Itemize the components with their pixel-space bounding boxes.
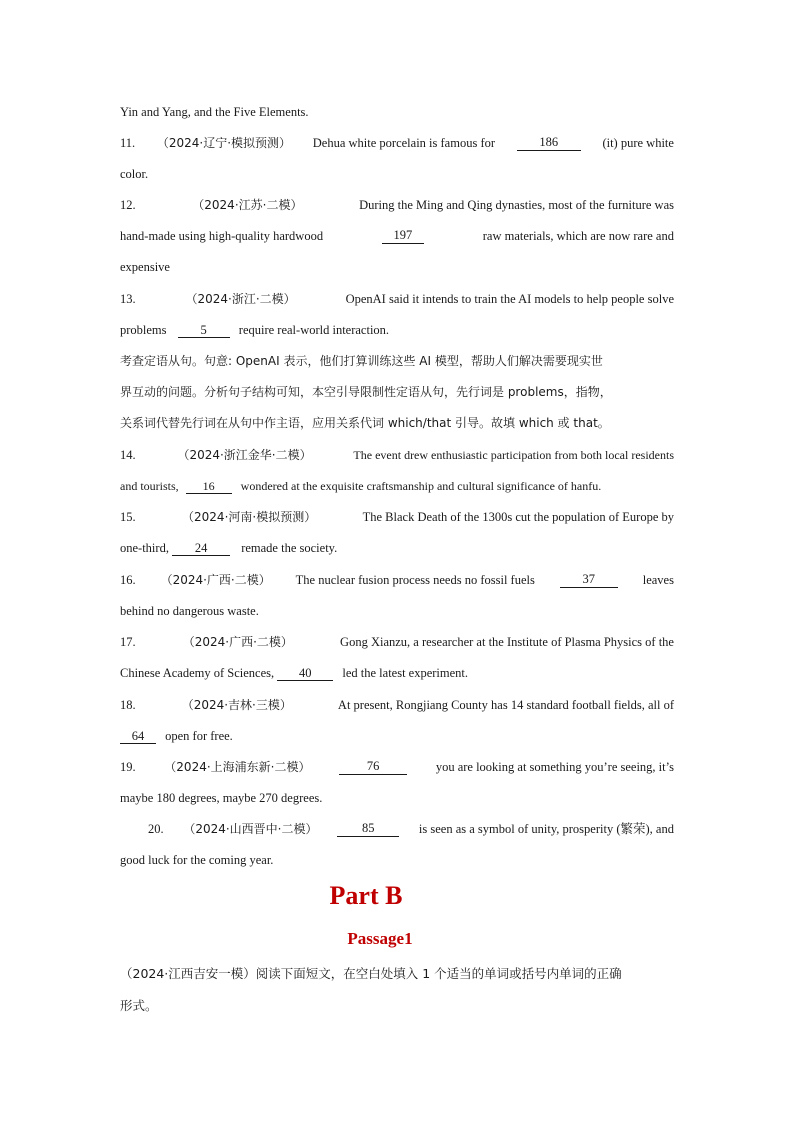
question-20-cont: good luck for the coming year. [120,853,274,867]
question-number: 13. [120,292,136,306]
question-text: At present, Rongjiang County has 14 standard football fields, all of [337,698,674,712]
question-text: one-third, [120,541,169,555]
question-14 [120,447,674,463]
answer-blank[interactable]: 24 [172,541,230,556]
question-source: （2024·山西晋中·二模） [183,822,318,836]
question-13 [120,291,674,307]
question-text: you are looking at something you’re seeing, it’s [435,760,674,774]
question-16-cont: behind no dangerous waste. [120,604,259,618]
question-source: （2024·广西·二模） [182,635,293,649]
question-number: 16. [120,573,136,587]
question-source: （2024·江苏·二模） [192,198,303,212]
question-11 [120,135,674,151]
question-number: 14. [120,448,136,462]
question-source: （2024·浙江金华·二模） [177,448,312,462]
analysis-line-1: 考查定语从句。句意: OpenAI 表示，他们打算训练这些 AI 模型，帮助人们解决需要现实世 [120,354,603,368]
question-14-line2 [120,478,674,494]
question-source: （2024·浙江·二模） [185,292,296,306]
intro-tail: Yin and Yang, and the Five Elements. [120,105,309,119]
answer-blank[interactable]: 85 [337,821,399,837]
question-text: Chinese Academy of Sciences, [120,666,275,680]
question-text: (it) pure white [602,136,674,150]
question-text: The Black Death of the 1300s cut the population of Europe by [362,510,674,524]
question-text: The event drew enthusiastic participation from both local residents [353,448,674,462]
question-12-line2 [120,228,674,244]
question-number: 15. [120,510,136,524]
question-source: （2024·上海浦东新·二模） [164,760,311,774]
analysis-line-2: 界互动的问题。分析句子结构可知，本空引导限制性定语从句，先行词是 problems，指物， [120,385,612,399]
question-text: remade the society. [241,541,338,555]
question-text: wondered at the exquisite craftsmanship and cultural significance of hanfu. [240,479,602,493]
answer-blank[interactable]: 186 [517,135,581,151]
passage-heading: Passage1 [347,929,413,948]
question-16 [120,572,674,588]
answer-blank[interactable]: 16 [186,479,232,494]
question-source: （2024·吉林·三模） [181,698,292,712]
question-source: （2024·辽宁·模拟预测） [156,136,292,150]
question-number: 11. [120,136,136,150]
question-number: 19. [120,760,136,774]
question-number: 18. [120,698,136,712]
question-number: 20. [148,822,164,836]
question-text: is seen as a symbol of unity, prosperity (繁荣), and [418,822,674,836]
question-text: During the Ming and Qing dynasties, most of the furniture was [359,198,674,212]
question-18-line2 [120,728,674,744]
question-12-cont: expensive [120,260,170,274]
instruction-line-1: （2024·江西吉安一模）阅读下面短文，在空白处填入 1 个适当的单词或括号内单词的正确 [120,966,622,981]
instruction-line-2: 形式。 [120,998,158,1013]
question-text: The nuclear fusion process needs no fossil fuels [295,573,535,587]
question-15-line2 [120,540,674,556]
question-text: require real-world interaction. [238,323,390,337]
question-18 [120,697,674,713]
question-text: Dehua white porcelain is famous for [312,136,496,150]
question-11-cont: color. [120,167,149,181]
question-15 [120,509,674,525]
question-12 [120,197,674,213]
question-source: （2024·广西·二模） [160,573,271,587]
question-number: 12. [120,198,136,212]
question-17-line2 [120,665,674,681]
question-text: hand-made using high-quality hardwood [120,229,324,243]
answer-blank[interactable]: 76 [339,759,407,775]
question-text: open for free. [165,729,233,743]
question-19 [120,759,674,775]
question-text: led the latest experiment. [342,666,469,680]
part-b-heading: Part B [329,881,403,910]
question-number: 17. [120,635,136,649]
question-text: raw materials, which are now rare and [482,229,674,243]
question-17 [120,634,674,650]
answer-blank[interactable]: 40 [277,666,333,681]
question-text: and tourists, [120,479,179,493]
question-text: leaves [642,573,674,587]
question-text: Gong Xianzu, a researcher at the Institute of Plasma Physics of the [340,635,674,649]
question-text: OpenAI said it intends to train the AI models to help people solve [345,292,674,306]
question-20 [148,821,674,837]
answer-blank[interactable]: 37 [560,572,618,588]
question-text: problems [120,323,167,337]
answer-blank[interactable]: 197 [382,228,424,244]
question-19-cont: maybe 180 degrees, maybe 270 degrees. [120,791,323,805]
answer-blank[interactable]: 5 [178,323,230,338]
question-source: （2024·河南·模拟预测） [182,510,317,524]
question-13-line2 [120,322,674,338]
answer-blank[interactable]: 64 [120,729,156,744]
analysis-line-3: 关系词代替先行词在从句中作主语，应用关系代词 which/that 引导。故填 which 或 that。 [120,416,610,430]
